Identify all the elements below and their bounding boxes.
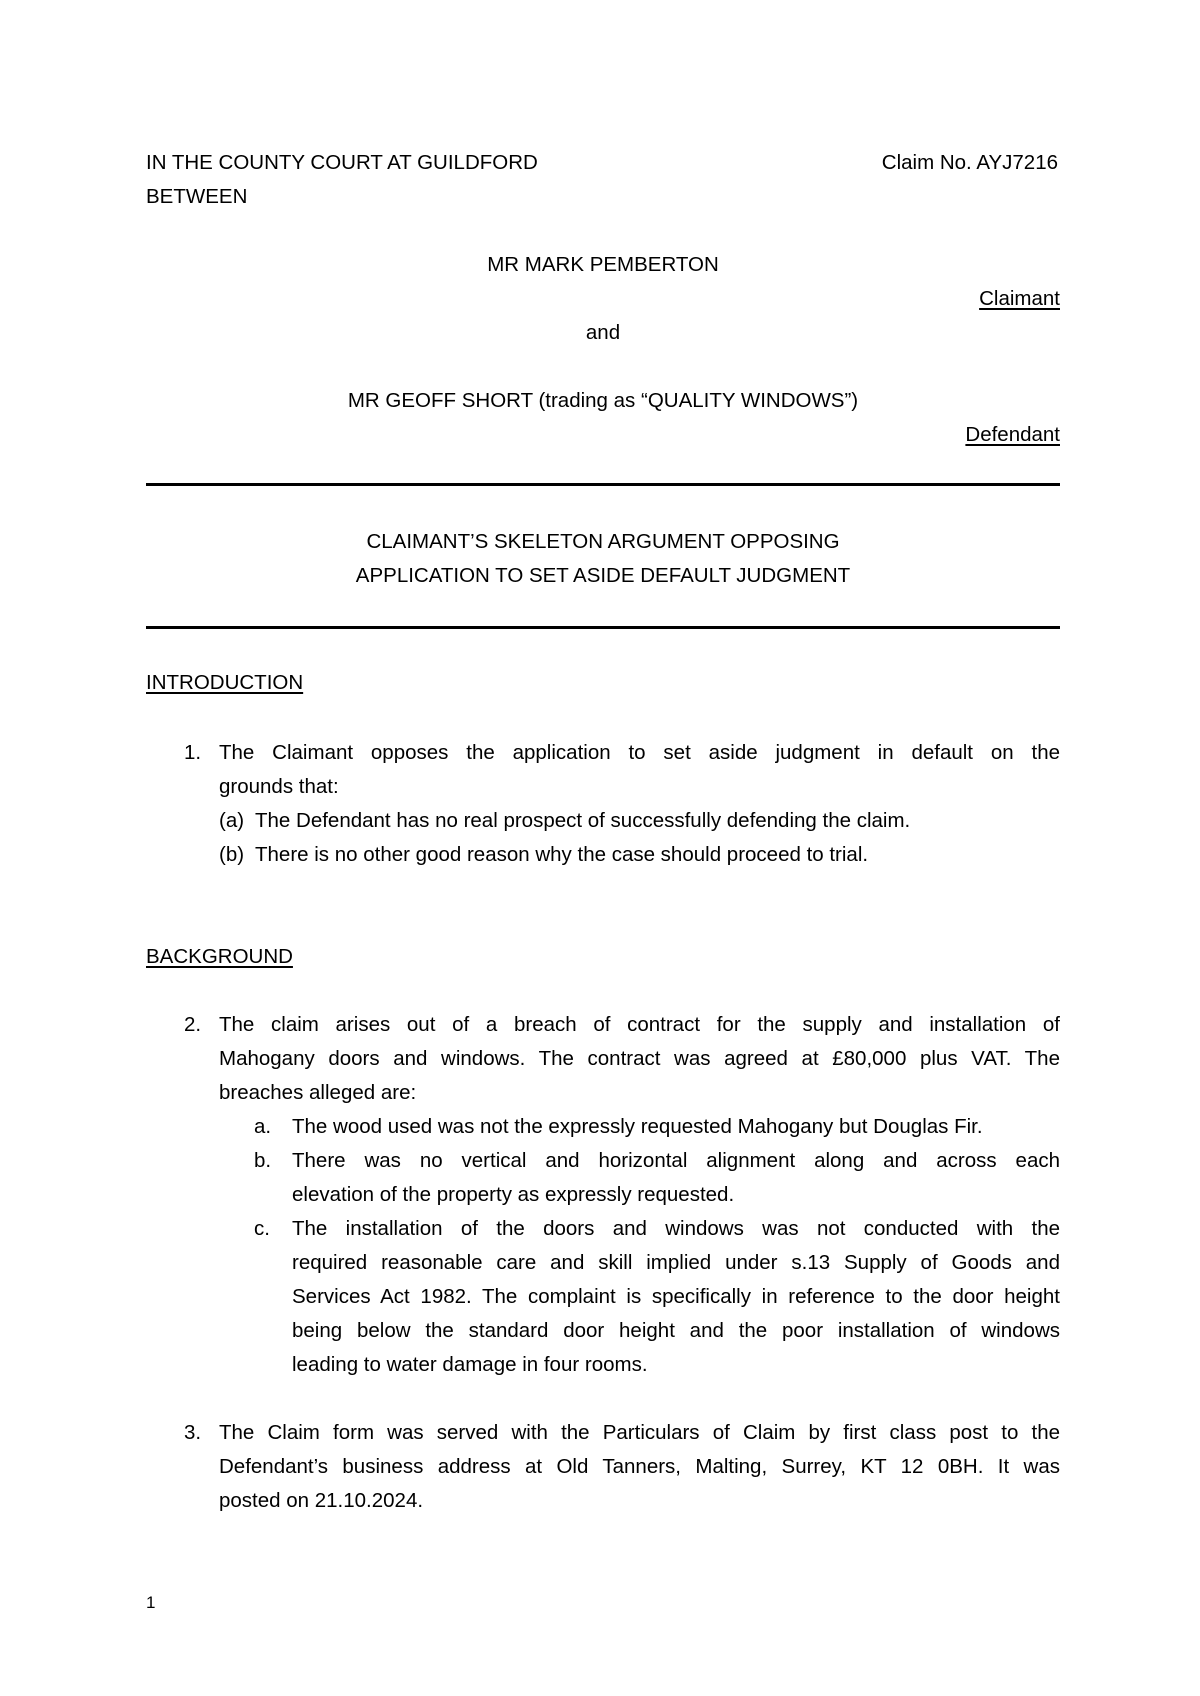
- paragraph-line: Services Act 1982. The complaint is specifically in reference to the door height: [292, 1285, 1060, 1308]
- list-item: [292, 1110, 1060, 1144]
- paragraph-1: [219, 736, 1060, 804]
- list-label: (a): [219, 809, 245, 832]
- background-heading: BACKGROUND: [146, 945, 293, 968]
- list-label: c.: [254, 1217, 270, 1240]
- paragraph-line: Defendant’s business address at Old Tanners, Malting, Surrey, KT 12 0BH. It was: [219, 1455, 1060, 1478]
- paragraph-2: [219, 1008, 1060, 1110]
- list-label: a.: [254, 1115, 272, 1138]
- paragraph-line: Mahogany doors and windows. The contract was agreed at £80,000 plus VAT. The: [219, 1047, 1060, 1070]
- list-label: b.: [254, 1149, 272, 1172]
- paragraph-number: 3.: [184, 1421, 202, 1444]
- list-label: (b): [219, 843, 245, 866]
- list-item: The Defendant has no real prospect of successfully defending the claim.: [255, 809, 911, 832]
- claim-number: Claim No. AYJ7216: [881, 151, 1058, 174]
- claimant-role: Claimant: [979, 287, 1060, 310]
- paragraph-3: [219, 1416, 1060, 1518]
- defendant-role: Defendant: [965, 423, 1060, 446]
- paragraph-line: The installation of the doors and windows was not conducted with the: [292, 1217, 1060, 1240]
- paragraph-line: being below the standard door height and the poor installation of windows: [292, 1319, 1060, 1342]
- claimant-name: MR MARK PEMBERTON: [487, 253, 719, 276]
- paragraph-line: The Claimant opposes the application to set aside judgment in default on the: [219, 741, 1060, 764]
- document-title-line-2: APPLICATION TO SET ASIDE DEFAULT JUDGMENT: [355, 564, 851, 587]
- top-divider: [146, 483, 1060, 486]
- list-item: [292, 1144, 1060, 1212]
- paragraph-line: elevation of the property as expressly requested.: [292, 1183, 735, 1206]
- document-title-line-1: CLAIMANT’S SKELETON ARGUMENT OPPOSING: [366, 530, 840, 553]
- paragraph-line: There was no vertical and horizontal alignment along and across each: [292, 1149, 1060, 1172]
- page-number: 1: [146, 1593, 156, 1612]
- bottom-divider: [146, 626, 1060, 629]
- and-label: and: [585, 321, 621, 344]
- paragraph-line: posted on 21.10.2024.: [219, 1489, 424, 1512]
- paragraph-line: breaches alleged are:: [219, 1081, 417, 1104]
- paragraph-number: 1.: [184, 741, 202, 764]
- paragraph-line: The claim arises out of a breach of contract for the supply and installation of: [219, 1013, 1060, 1036]
- paragraph-line: leading to water damage in four rooms.: [292, 1353, 648, 1376]
- paragraph-line: The Claim form was served with the Particulars of Claim by first class post to the: [219, 1421, 1060, 1444]
- defendant-name: MR GEOFF SHORT (trading as “QUALITY WINDOWS”): [347, 389, 859, 412]
- paragraph-line: The wood used was not the expressly requested Mahogany but Douglas Fir.: [292, 1115, 983, 1138]
- paragraph-line: required reasonable care and skill implied under s.13 Supply of Goods and: [292, 1251, 1060, 1274]
- between-label: BETWEEN: [146, 185, 248, 208]
- introduction-heading: INTRODUCTION: [146, 671, 304, 694]
- paragraph-number: 2.: [184, 1013, 202, 1036]
- list-item: There is no other good reason why the case should proceed to trial.: [255, 843, 869, 866]
- list-item: [292, 1212, 1060, 1382]
- court-name: IN THE COUNTY COURT AT GUILDFORD: [146, 151, 538, 174]
- paragraph-line: grounds that:: [219, 775, 339, 798]
